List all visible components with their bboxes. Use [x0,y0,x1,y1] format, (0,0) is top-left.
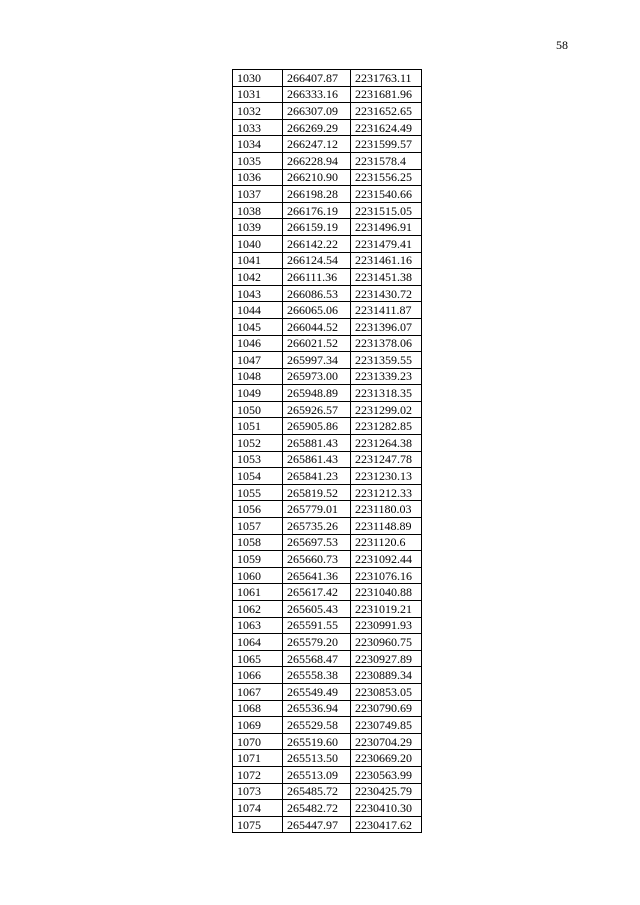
x-coordinate-cell: 266111.36 [283,269,351,286]
point-id-cell: 1074 [233,800,283,817]
x-coordinate-cell: 265482.72 [283,800,351,817]
y-coordinate-cell: 2230417.62 [351,816,422,833]
table-row [233,285,422,302]
y-coordinate-cell: 2231359.55 [351,352,422,369]
y-coordinate-cell: 2230425.79 [351,783,422,800]
y-coordinate-cell: 2231411.87 [351,302,422,319]
table-row [233,186,422,203]
table-row [233,551,422,568]
table-row [233,70,422,87]
x-coordinate-cell: 265660.73 [283,551,351,568]
y-coordinate-cell: 2231180.03 [351,501,422,518]
y-coordinate-cell: 2231378.06 [351,335,422,352]
y-coordinate-cell: 2230927.89 [351,650,422,667]
y-coordinate-cell: 2231496.91 [351,219,422,236]
table-row [233,750,422,767]
x-coordinate-cell: 266176.19 [283,202,351,219]
y-coordinate-cell: 2231461.16 [351,252,422,269]
x-coordinate-cell: 265519.60 [283,733,351,750]
y-coordinate-cell: 2231148.89 [351,518,422,535]
point-id-cell: 1043 [233,285,283,302]
x-coordinate-cell: 265735.26 [283,518,351,535]
y-coordinate-cell: 2231212.33 [351,484,422,501]
table-row [233,567,422,584]
table-row [233,418,422,435]
point-id-cell: 1045 [233,318,283,335]
point-id-cell: 1031 [233,86,283,103]
y-coordinate-cell: 2231076.16 [351,567,422,584]
y-coordinate-cell: 2231763.11 [351,70,422,87]
x-coordinate-cell: 266269.29 [283,119,351,136]
coordinates-table [232,69,422,833]
x-coordinate-cell: 265697.53 [283,534,351,551]
table-row [233,152,422,169]
x-coordinate-cell: 266142.22 [283,235,351,252]
x-coordinate-cell: 266021.52 [283,335,351,352]
x-coordinate-cell: 265591.55 [283,617,351,634]
y-coordinate-cell: 2230790.69 [351,700,422,717]
y-coordinate-cell: 2231230.13 [351,468,422,485]
table-row [233,617,422,634]
table-row [233,86,422,103]
table-row [233,816,422,833]
x-coordinate-cell: 266198.28 [283,186,351,203]
table-row [233,683,422,700]
x-coordinate-cell: 265973.00 [283,368,351,385]
point-id-cell: 1073 [233,783,283,800]
y-coordinate-cell: 2231556.25 [351,169,422,186]
point-id-cell: 1065 [233,650,283,667]
table-row [233,269,422,286]
point-id-cell: 1036 [233,169,283,186]
x-coordinate-cell: 265447.97 [283,816,351,833]
x-coordinate-cell: 265861.43 [283,451,351,468]
table-row [233,534,422,551]
point-id-cell: 1062 [233,601,283,618]
table-row [233,451,422,468]
y-coordinate-cell: 2230991.93 [351,617,422,634]
y-coordinate-cell: 2231681.96 [351,86,422,103]
y-coordinate-cell: 2231599.57 [351,136,422,153]
point-id-cell: 1067 [233,683,283,700]
table-row [233,252,422,269]
x-coordinate-cell: 266407.87 [283,70,351,87]
y-coordinate-cell: 2231540.66 [351,186,422,203]
x-coordinate-cell: 266307.09 [283,103,351,120]
x-coordinate-cell: 265641.36 [283,567,351,584]
point-id-cell: 1054 [233,468,283,485]
y-coordinate-cell: 2231264.38 [351,435,422,452]
point-id-cell: 1050 [233,401,283,418]
point-id-cell: 1046 [233,335,283,352]
x-coordinate-cell: 266159.19 [283,219,351,236]
y-coordinate-cell: 2231430.72 [351,285,422,302]
point-id-cell: 1047 [233,352,283,369]
table-row [233,700,422,717]
table-row [233,766,422,783]
point-id-cell: 1059 [233,551,283,568]
point-id-cell: 1053 [233,451,283,468]
x-coordinate-cell: 265617.42 [283,584,351,601]
table-row [233,634,422,651]
x-coordinate-cell: 265948.89 [283,385,351,402]
point-id-cell: 1034 [233,136,283,153]
table-row [233,667,422,684]
table-row [233,136,422,153]
table-row [233,584,422,601]
point-id-cell: 1052 [233,435,283,452]
point-id-cell: 1057 [233,518,283,535]
table-row [233,717,422,734]
point-id-cell: 1060 [233,567,283,584]
y-coordinate-cell: 2230889.34 [351,667,422,684]
x-coordinate-cell: 266044.52 [283,318,351,335]
point-id-cell: 1066 [233,667,283,684]
y-coordinate-cell: 2231451.38 [351,269,422,286]
y-coordinate-cell: 2231092.44 [351,551,422,568]
x-coordinate-cell: 265819.52 [283,484,351,501]
x-coordinate-cell: 266124.54 [283,252,351,269]
x-coordinate-cell: 265779.01 [283,501,351,518]
table-row [233,335,422,352]
table-row [233,484,422,501]
point-id-cell: 1035 [233,152,283,169]
table-row [233,733,422,750]
table-row [233,800,422,817]
y-coordinate-cell: 2231339.23 [351,368,422,385]
x-coordinate-cell: 266228.94 [283,152,351,169]
x-coordinate-cell: 265558.38 [283,667,351,684]
point-id-cell: 1051 [233,418,283,435]
point-id-cell: 1039 [233,219,283,236]
x-coordinate-cell: 265549.49 [283,683,351,700]
y-coordinate-cell: 2231515.05 [351,202,422,219]
point-id-cell: 1032 [233,103,283,120]
table-row [233,435,422,452]
x-coordinate-cell: 265536.94 [283,700,351,717]
point-id-cell: 1040 [233,235,283,252]
y-coordinate-cell: 2231624.49 [351,119,422,136]
y-coordinate-cell: 2230853.05 [351,683,422,700]
table-row [233,103,422,120]
point-id-cell: 1072 [233,766,283,783]
point-id-cell: 1044 [233,302,283,319]
x-coordinate-cell: 265568.47 [283,650,351,667]
x-coordinate-cell: 266333.16 [283,86,351,103]
x-coordinate-cell: 265926.57 [283,401,351,418]
point-id-cell: 1058 [233,534,283,551]
y-coordinate-cell: 2231019.21 [351,601,422,618]
table-row [233,318,422,335]
point-id-cell: 1063 [233,617,283,634]
table-row [233,368,422,385]
y-coordinate-cell: 2231299.02 [351,401,422,418]
table-row [233,650,422,667]
table-row [233,169,422,186]
y-coordinate-cell: 2231247.78 [351,451,422,468]
x-coordinate-cell: 265513.50 [283,750,351,767]
table-row [233,468,422,485]
point-id-cell: 1055 [233,484,283,501]
y-coordinate-cell: 2230960.75 [351,634,422,651]
y-coordinate-cell: 2231120.6 [351,534,422,551]
point-id-cell: 1048 [233,368,283,385]
table-row [233,119,422,136]
x-coordinate-cell: 266065.06 [283,302,351,319]
y-coordinate-cell: 2230704.29 [351,733,422,750]
x-coordinate-cell: 265605.43 [283,601,351,618]
point-id-cell: 1041 [233,252,283,269]
y-coordinate-cell: 2231318.35 [351,385,422,402]
x-coordinate-cell: 266210.90 [283,169,351,186]
point-id-cell: 1037 [233,186,283,203]
table-row [233,385,422,402]
point-id-cell: 1042 [233,269,283,286]
table-row [233,352,422,369]
table-row [233,202,422,219]
x-coordinate-cell: 265513.09 [283,766,351,783]
point-id-cell: 1033 [233,119,283,136]
x-coordinate-cell: 265841.23 [283,468,351,485]
x-coordinate-cell: 265905.86 [283,418,351,435]
x-coordinate-cell: 265881.43 [283,435,351,452]
x-coordinate-cell: 266086.53 [283,285,351,302]
page-number: 58 [556,38,568,52]
table-row [233,219,422,236]
x-coordinate-cell: 265997.34 [283,352,351,369]
table-row [233,302,422,319]
y-coordinate-cell: 2231282.85 [351,418,422,435]
coordinates-table-body [233,70,422,833]
point-id-cell: 1075 [233,816,283,833]
table-row [233,518,422,535]
table-row [233,501,422,518]
y-coordinate-cell: 2230749.85 [351,717,422,734]
table-row [233,235,422,252]
y-coordinate-cell: 2231578.4 [351,152,422,169]
table-row [233,601,422,618]
x-coordinate-cell: 265485.72 [283,783,351,800]
y-coordinate-cell: 2230669.20 [351,750,422,767]
point-id-cell: 1056 [233,501,283,518]
y-coordinate-cell: 2231652.65 [351,103,422,120]
table-row [233,401,422,418]
point-id-cell: 1069 [233,717,283,734]
x-coordinate-cell: 265579.20 [283,634,351,651]
y-coordinate-cell: 2230563.99 [351,766,422,783]
x-coordinate-cell: 265529.58 [283,717,351,734]
y-coordinate-cell: 2230410.30 [351,800,422,817]
point-id-cell: 1070 [233,733,283,750]
point-id-cell: 1071 [233,750,283,767]
point-id-cell: 1030 [233,70,283,87]
point-id-cell: 1068 [233,700,283,717]
table-row [233,783,422,800]
point-id-cell: 1049 [233,385,283,402]
point-id-cell: 1038 [233,202,283,219]
point-id-cell: 1061 [233,584,283,601]
y-coordinate-cell: 2231396.07 [351,318,422,335]
point-id-cell: 1064 [233,634,283,651]
y-coordinate-cell: 2231040.88 [351,584,422,601]
x-coordinate-cell: 266247.12 [283,136,351,153]
y-coordinate-cell: 2231479.41 [351,235,422,252]
